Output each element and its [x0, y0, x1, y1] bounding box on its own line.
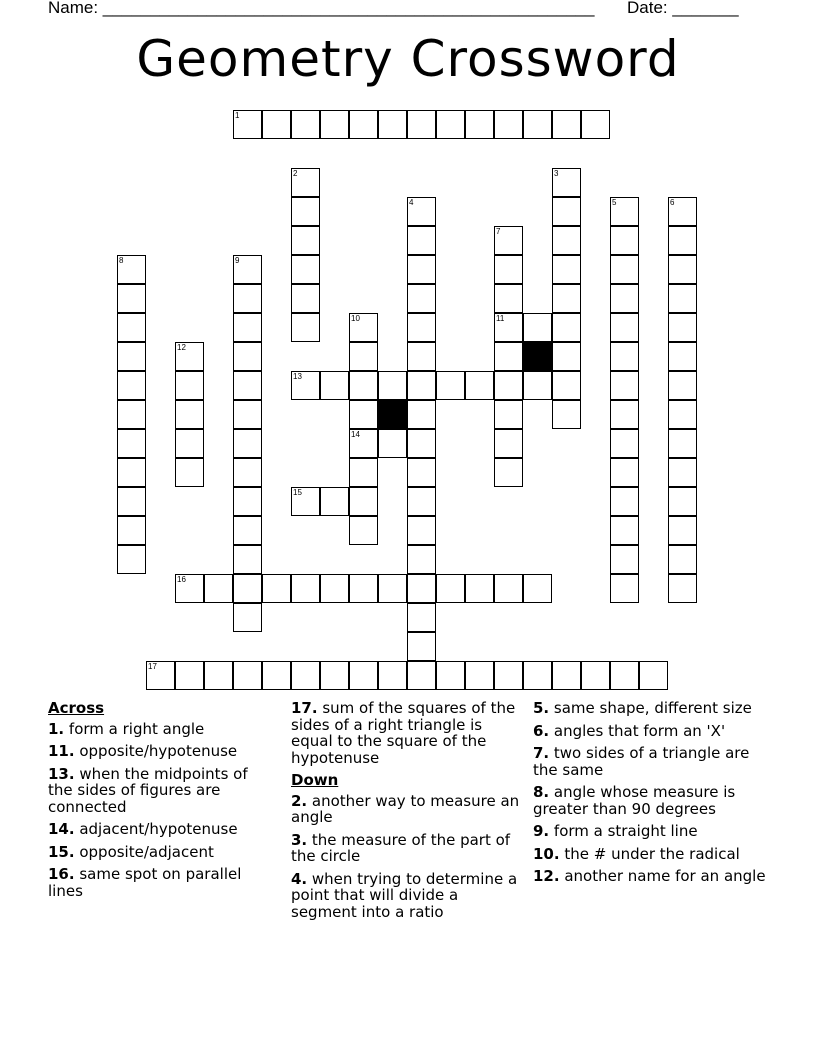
grid-cell[interactable] — [668, 400, 697, 429]
grid-cell[interactable] — [233, 429, 262, 458]
grid-cell[interactable] — [581, 661, 610, 690]
down-clue-6: 6. angles that form an 'X' — [533, 721, 726, 740]
grid-cell[interactable] — [407, 661, 436, 690]
grid-cell[interactable] — [378, 110, 407, 139]
clue-number-17: 17 — [148, 662, 157, 671]
grid-cell[interactable] — [552, 255, 581, 284]
grid-cell[interactable] — [407, 545, 436, 574]
grid-cell[interactable] — [349, 661, 378, 690]
grid-cell[interactable] — [204, 661, 233, 690]
grid-cell[interactable] — [407, 255, 436, 284]
across-clue-15: 15. opposite/adjacent — [48, 842, 214, 861]
clue-number-2: 2 — [293, 169, 298, 178]
grid-cell[interactable] — [291, 226, 320, 255]
grid-cell[interactable] — [291, 284, 320, 313]
grid-cell[interactable] — [436, 661, 465, 690]
down-clue-10: 10. the # under the radical — [533, 844, 740, 863]
grid-cell[interactable] — [610, 342, 639, 371]
grid-cell[interactable] — [262, 661, 291, 690]
clue-number-4: 4 — [409, 198, 414, 207]
down-clue-2: 2. another way to measure an angle — [291, 791, 520, 826]
black-square — [523, 342, 552, 371]
grid-cell[interactable] — [233, 342, 262, 371]
grid-cell[interactable] — [233, 603, 262, 632]
grid-cell[interactable] — [523, 574, 552, 603]
clue-number-1: 1 — [235, 111, 240, 120]
clue-number-12: 12 — [177, 343, 186, 352]
grid-cell[interactable] — [233, 661, 262, 690]
grid-cell[interactable] — [494, 255, 523, 284]
grid-cell[interactable] — [117, 487, 146, 516]
grid-cell[interactable] — [320, 661, 349, 690]
grid-cell[interactable] — [552, 661, 581, 690]
grid-cell[interactable] — [668, 226, 697, 255]
grid-cell[interactable] — [494, 342, 523, 371]
grid-cell[interactable] — [233, 458, 262, 487]
clue-number-14: 14 — [351, 430, 360, 439]
grid-cell[interactable] — [552, 197, 581, 226]
grid-cell[interactable] — [117, 458, 146, 487]
across-clue-13: 13. when the midpoints of the sides of figures are connected — [48, 764, 248, 816]
grid-cell[interactable] — [407, 632, 436, 661]
grid-cell[interactable] — [407, 458, 436, 487]
grid-cell[interactable] — [233, 487, 262, 516]
date-blank[interactable]: _______ — [672, 0, 739, 17]
grid-cell[interactable] — [320, 110, 349, 139]
down-clue-12: 12. another name for an angle — [533, 867, 766, 885]
grid-cell[interactable] — [175, 661, 204, 690]
grid-cell[interactable] — [494, 458, 523, 487]
grid-cell[interactable] — [610, 516, 639, 545]
grid-cell[interactable] — [349, 110, 378, 139]
grid-cell[interactable] — [668, 342, 697, 371]
across-clue-17: 17. sum of the squares of the sides of a right triangle is equal to the square of the hypotenuse — [291, 699, 516, 767]
grid-cell[interactable] — [552, 371, 581, 400]
grid-cell[interactable] — [175, 458, 204, 487]
name-blank[interactable]: ____________________________________________________ — [102, 0, 595, 17]
grid-cell[interactable] — [494, 284, 523, 313]
grid-cell[interactable] — [349, 487, 378, 516]
clue-number-5: 5 — [612, 198, 617, 207]
grid-cell[interactable] — [117, 516, 146, 545]
grid-cell[interactable] — [552, 284, 581, 313]
grid-cell[interactable] — [465, 110, 494, 139]
across-clue-14: 14. adjacent/hypotenuse — [48, 820, 238, 838]
grid-cell[interactable] — [378, 574, 407, 603]
grid-cell[interactable] — [494, 110, 523, 139]
grid-cell[interactable] — [668, 574, 697, 603]
grid-cell[interactable] — [494, 371, 523, 400]
down-clue-5: 5. same shape, different size — [533, 699, 752, 717]
grid-cell[interactable] — [610, 545, 639, 574]
grid-cell[interactable] — [436, 371, 465, 400]
across-clue-16: 16. same spot on parallel lines — [48, 865, 242, 900]
grid-cell[interactable] — [291, 110, 320, 139]
date-label: Date: _______ — [627, 0, 739, 17]
grid-cell[interactable] — [407, 574, 436, 603]
grid-cell[interactable] — [407, 429, 436, 458]
grid-cell[interactable] — [668, 429, 697, 458]
grid-cell[interactable] — [407, 342, 436, 371]
grid-cell[interactable] — [320, 371, 349, 400]
grid-cell[interactable] — [523, 661, 552, 690]
grid-cell[interactable] — [581, 110, 610, 139]
grid-cell[interactable] — [117, 371, 146, 400]
grid-cell[interactable] — [233, 516, 262, 545]
grid-cell[interactable] — [610, 429, 639, 458]
grid-cell[interactable] — [175, 429, 204, 458]
grid-cell[interactable] — [552, 226, 581, 255]
grid-cell[interactable] — [349, 516, 378, 545]
black-square — [378, 400, 407, 429]
grid-cell[interactable] — [668, 284, 697, 313]
grid-cell[interactable] — [465, 574, 494, 603]
grid-cell[interactable] — [407, 110, 436, 139]
grid-cell[interactable] — [552, 313, 581, 342]
clue-number-10: 10 — [351, 314, 360, 323]
grid-cell[interactable] — [378, 371, 407, 400]
grid-cell[interactable] — [610, 574, 639, 603]
grid-cell[interactable] — [494, 400, 523, 429]
clue-number-11: 11 — [496, 314, 505, 323]
grid-cell[interactable] — [610, 458, 639, 487]
grid-cell[interactable] — [117, 429, 146, 458]
down-clue-4: 4. when trying to determine a point that will divide a segment into a ratio — [291, 869, 518, 921]
clue-number-3: 3 — [554, 169, 559, 178]
grid-cell[interactable] — [494, 661, 523, 690]
grid-cell[interactable] — [610, 371, 639, 400]
grid-cell[interactable] — [291, 313, 320, 342]
grid-cell[interactable] — [233, 371, 262, 400]
grid-cell[interactable] — [117, 545, 146, 574]
grid-cell[interactable] — [378, 429, 407, 458]
clue-number-16: 16 — [177, 575, 186, 584]
grid-cell[interactable] — [262, 574, 291, 603]
grid-cell[interactable] — [610, 487, 639, 516]
grid-cell[interactable] — [407, 371, 436, 400]
grid-cell[interactable] — [668, 516, 697, 545]
grid-cell[interactable] — [291, 574, 320, 603]
grid-cell[interactable] — [523, 313, 552, 342]
across-clue-11: 11. opposite/hypotenuse — [48, 742, 238, 760]
clue-number-7: 7 — [496, 227, 501, 236]
grid-cell[interactable] — [349, 400, 378, 429]
grid-cell[interactable] — [291, 661, 320, 690]
grid-cell[interactable] — [407, 226, 436, 255]
grid-cell[interactable] — [349, 371, 378, 400]
clue-number-8: 8 — [119, 256, 124, 265]
grid-cell[interactable] — [610, 255, 639, 284]
grid-cell[interactable] — [407, 603, 436, 632]
grid-cell[interactable] — [407, 516, 436, 545]
down-clue-7: 7. two sides of a triangle are the same — [533, 744, 750, 779]
clues-column-2 — [291, 700, 523, 926]
grid-cell[interactable] — [610, 313, 639, 342]
grid-cell[interactable] — [639, 661, 668, 690]
grid-cell[interactable] — [552, 110, 581, 139]
clue-number-15: 15 — [293, 488, 302, 497]
grid-cell[interactable] — [668, 487, 697, 516]
grid-cell[interactable] — [407, 400, 436, 429]
grid-cell[interactable] — [668, 371, 697, 400]
down-clue-3: 3. the measure of the part of the circle — [291, 830, 511, 865]
grid-cell[interactable] — [668, 458, 697, 487]
grid-cell[interactable] — [117, 400, 146, 429]
grid-cell[interactable] — [407, 313, 436, 342]
grid-cell[interactable] — [436, 574, 465, 603]
clue-number-9: 9 — [235, 256, 240, 265]
clues-column-3 — [533, 700, 773, 891]
grid-cell[interactable] — [436, 110, 465, 139]
down-heading: Down — [291, 771, 339, 789]
grid-cell[interactable] — [291, 197, 320, 226]
across-heading: Across — [48, 699, 105, 717]
grid-cell[interactable] — [494, 429, 523, 458]
grid-cell[interactable] — [668, 545, 697, 574]
grid-cell[interactable] — [117, 313, 146, 342]
grid-cell[interactable] — [523, 110, 552, 139]
grid-cell[interactable] — [407, 487, 436, 516]
name-label: Name: ____________________________________________________ — [48, 0, 595, 17]
grid-cell[interactable] — [117, 342, 146, 371]
grid-cell[interactable] — [407, 284, 436, 313]
down-clue-8: 8. angle whose measure is greater than 90 degrees — [533, 783, 736, 818]
grid-cell[interactable] — [668, 255, 697, 284]
grid-cell[interactable] — [349, 458, 378, 487]
clue-number-13: 13 — [293, 372, 302, 381]
grid-cell[interactable] — [233, 284, 262, 313]
grid-cell[interactable] — [465, 661, 494, 690]
grid-cell[interactable] — [668, 313, 697, 342]
grid-cell[interactable] — [233, 313, 262, 342]
grid-cell[interactable] — [320, 574, 349, 603]
grid-cell[interactable] — [117, 284, 146, 313]
grid-cell[interactable] — [610, 284, 639, 313]
grid-cell[interactable] — [233, 400, 262, 429]
grid-cell[interactable] — [610, 661, 639, 690]
grid-cell[interactable] — [349, 574, 378, 603]
grid-cell[interactable] — [610, 226, 639, 255]
grid-cell[interactable] — [175, 371, 204, 400]
grid-cell[interactable] — [262, 110, 291, 139]
grid-cell[interactable] — [523, 371, 552, 400]
grid-cell[interactable] — [204, 574, 233, 603]
grid-cell[interactable] — [465, 371, 494, 400]
grid-cell[interactable] — [291, 255, 320, 284]
grid-cell[interactable] — [494, 574, 523, 603]
down-clue-9: 9. form a straight line — [533, 822, 698, 840]
grid-cell[interactable] — [320, 487, 349, 516]
across-clue-1: 1. form a right angle — [48, 719, 205, 738]
grid-cell[interactable] — [349, 342, 378, 371]
grid-cell[interactable] — [233, 574, 262, 603]
clues-column-1 — [48, 700, 273, 905]
clue-number-6: 6 — [670, 198, 675, 207]
page-title: Geometry Crossword — [136, 30, 680, 88]
grid-cell[interactable] — [378, 661, 407, 690]
grid-cell[interactable] — [552, 400, 581, 429]
grid-cell[interactable] — [610, 400, 639, 429]
grid-cell[interactable] — [552, 342, 581, 371]
grid-cell[interactable] — [233, 545, 262, 574]
grid-cell[interactable] — [175, 400, 204, 429]
